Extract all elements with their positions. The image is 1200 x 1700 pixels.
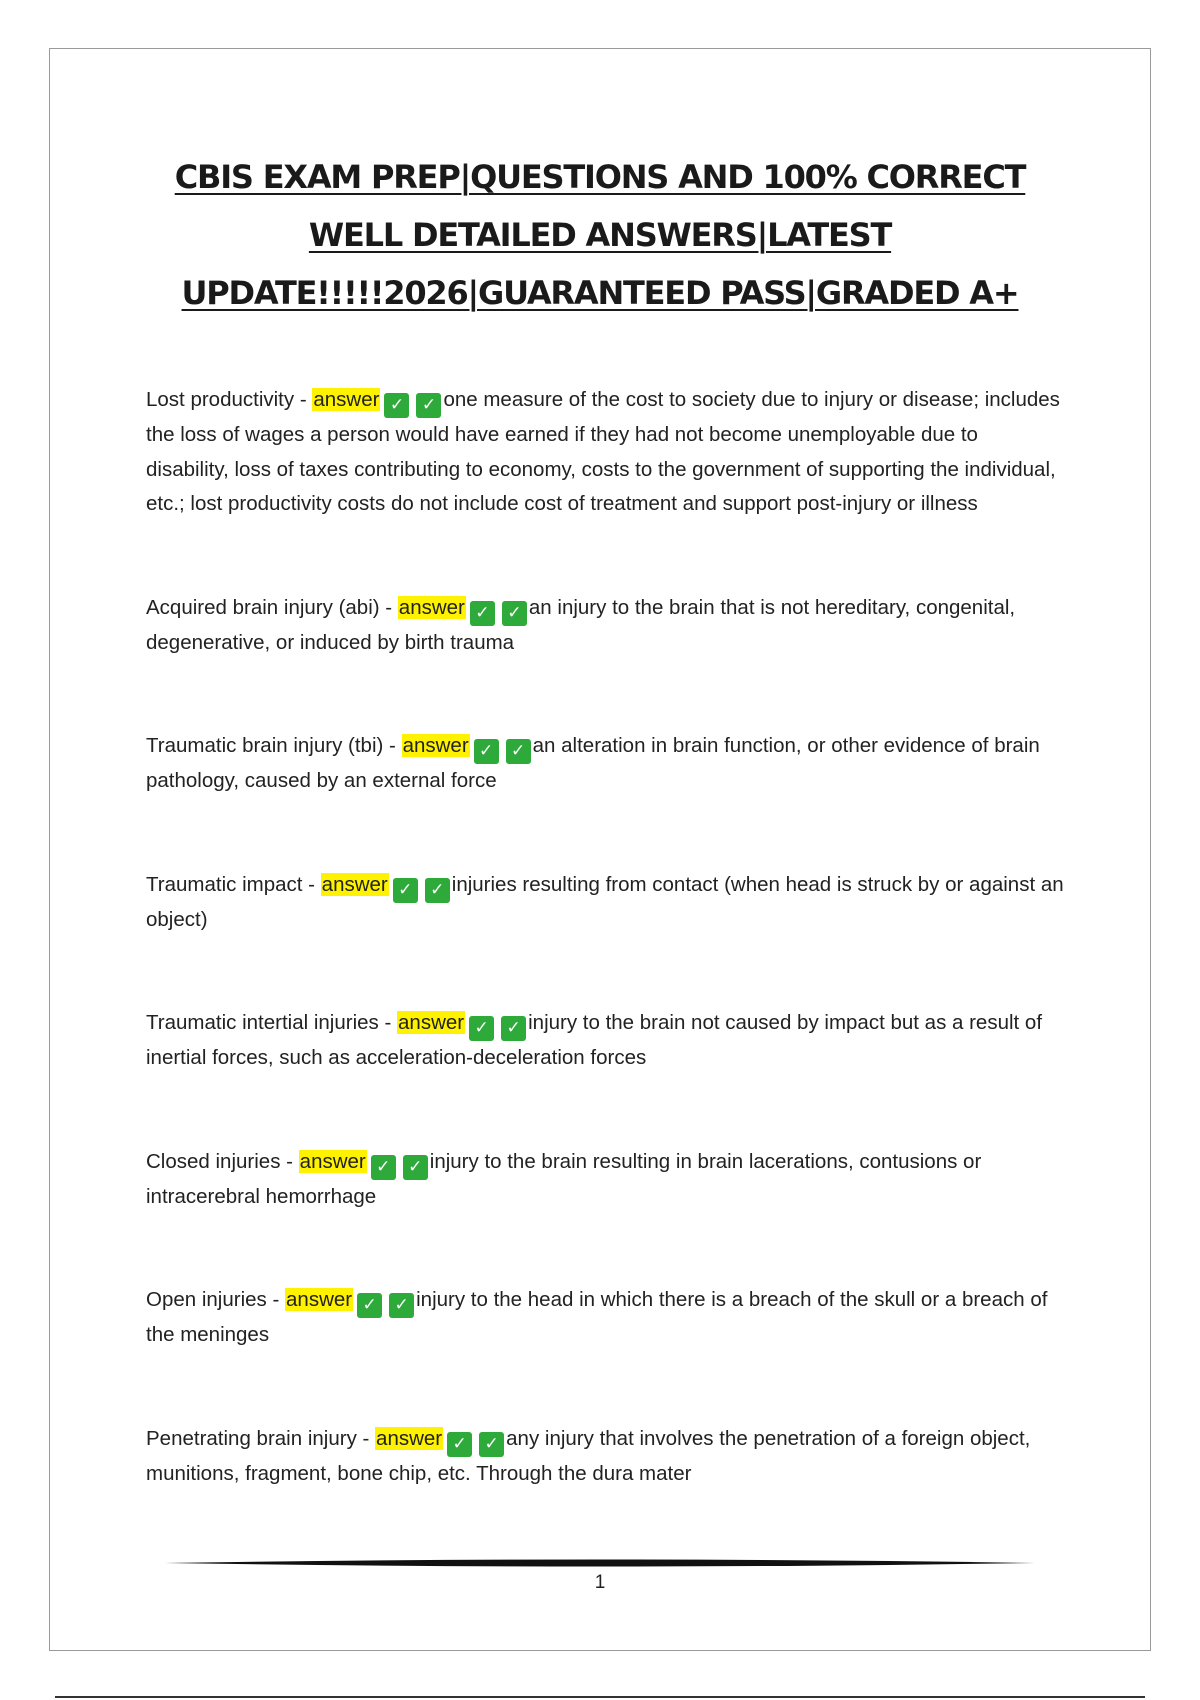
answer-highlight: answer xyxy=(313,388,380,411)
qa-entry xyxy=(146,1422,1066,1492)
term: Traumatic impact - xyxy=(146,872,321,896)
checkmark-icon: ✓ xyxy=(403,1155,428,1180)
checkmark-icon: ✓ xyxy=(384,393,409,418)
checkmark-icon: ✓ xyxy=(371,1155,396,1180)
checkmark-icon: ✓ xyxy=(393,878,418,903)
checkmark-icon: ✓ xyxy=(425,878,450,903)
qa-entry xyxy=(146,729,1066,799)
checkmark-icon: ✓ xyxy=(357,1293,382,1318)
term: Open injuries - xyxy=(146,1288,286,1311)
qa-entry xyxy=(146,868,1066,938)
checkmark-icon: ✓ xyxy=(474,739,499,764)
definition: injury to the brain resulting in brain lacerations, contusions or intracerebral hemorrhage xyxy=(146,1149,982,1208)
checkmark-icon: ✓ xyxy=(469,1016,494,1041)
answer-highlight: answer xyxy=(286,1288,353,1311)
title-line: UPDATE!!!!!2026|GUARANTEED PASS|GRADED A+ xyxy=(181,274,1019,312)
title-line: CBIS EXAM PREP|QUESTIONS AND 100% CORRECT xyxy=(174,158,1026,196)
definition: one measure of the cost to society due to injury or disease; includes the loss of wages a person would have earned if they had not become unemployable due to disability, loss of taxes contributing to economy, costs to the government of supporting the individual, etc.; lost productivity costs do not include cost of treatment and support post-injury or illness xyxy=(146,388,1060,515)
checkmark-icon: ✓ xyxy=(479,1432,504,1457)
document-title xyxy=(150,148,1050,322)
term: Penetrating brain injury - xyxy=(146,1426,376,1450)
answer-highlight: answer xyxy=(299,1149,366,1173)
checkmark-icon: ✓ xyxy=(501,1016,526,1041)
term: Acquired brain injury (abi) - xyxy=(146,595,398,619)
qa-entry xyxy=(146,1283,1066,1353)
qa-entry xyxy=(146,1145,1066,1215)
term: Traumatic brain injury (tbi) - xyxy=(146,734,402,757)
checkmark-icon: ✓ xyxy=(502,601,527,626)
footer-divider xyxy=(165,1557,1035,1569)
checkmark-icon: ✓ xyxy=(470,601,495,626)
answer-highlight: answer xyxy=(398,1011,465,1034)
definition: any injury that involves the penetration of a foreign object, munitions, fragment, bone chip, etc. Through the dura mater xyxy=(146,1426,1031,1485)
answer-highlight: answer xyxy=(321,872,388,896)
checkmark-icon: ✓ xyxy=(389,1293,414,1318)
checkmark-icon: ✓ xyxy=(447,1432,472,1457)
answer-highlight: answer xyxy=(398,595,465,619)
page-edge-line xyxy=(55,1696,1145,1698)
term: Lost productivity - xyxy=(146,388,313,411)
checkmark-icon: ✓ xyxy=(416,393,441,418)
qa-entry xyxy=(146,1006,1066,1076)
definition: injury to the head in which there is a breach of the skull or a breach of the meninges xyxy=(146,1288,1048,1346)
definition: an alteration in brain function, or other evidence of brain pathology, caused by an external force xyxy=(146,734,1040,792)
answer-highlight: answer xyxy=(376,1426,443,1450)
qa-entry xyxy=(146,383,1066,522)
qa-entry xyxy=(146,591,1066,661)
checkmark-icon: ✓ xyxy=(506,739,531,764)
page-number: 1 xyxy=(594,1572,606,1593)
term: Closed injuries - xyxy=(146,1149,299,1173)
qa-list xyxy=(146,383,1066,1491)
title-line: WELL DETAILED ANSWERS|LATEST xyxy=(308,216,892,254)
answer-highlight: answer xyxy=(402,734,469,757)
definition: an injury to the brain that is not hereditary, congenital, degenerative, or induced by birth trauma xyxy=(146,595,1016,654)
term: Traumatic intertial injuries - xyxy=(146,1011,398,1034)
definition: injuries resulting from contact (when head is struck by or against an object) xyxy=(146,872,1064,931)
definition: injury to the brain not caused by impact but as a result of inertial forces, such as acceleration-deceleration forces xyxy=(146,1011,1043,1069)
